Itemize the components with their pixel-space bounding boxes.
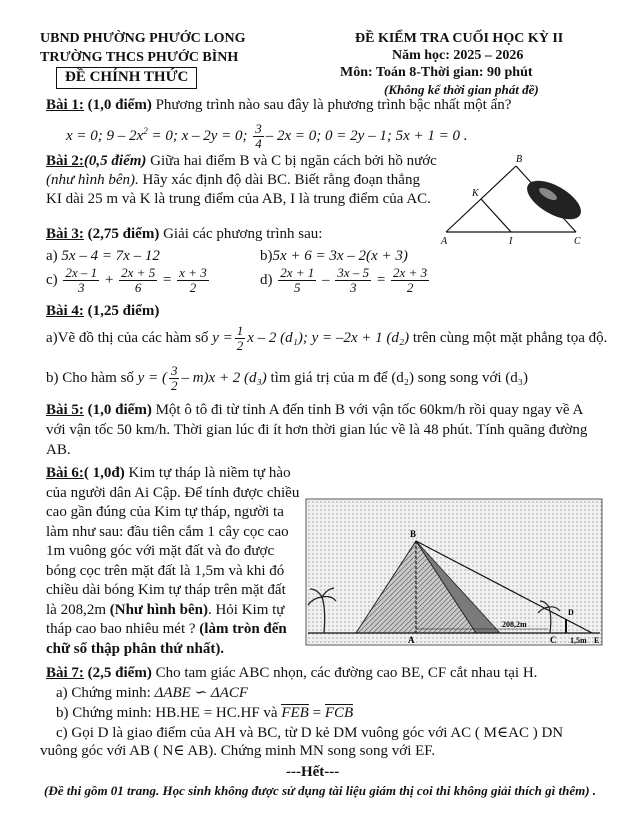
q7-part-b: b) Chứng minh: HB.HE = HC.HF và FEB = FCB [56,705,354,721]
q3-points: (2,75 điểm) [87,226,160,242]
q4-points: (1,25 điểm) [87,303,160,319]
footer-note: (Đề thi gồm 01 trang. Học sinh không được sử dụng tài liệu giám thị coi thi không giải thích gì thêm) . [44,783,597,798]
q3-part-a: a) 5x – 4 = 7x – 12 [46,248,160,264]
q3-part-d: d) $\frac{2x + 1}{5}$ – $\frac{3x - 5}{3}$ = $\frac{2x + 3}{2}$ [260,265,428,295]
q7-points: (2,5 điểm) [87,665,152,681]
question-4 [46,302,159,321]
q5-points: (1,0 điểm) [87,402,152,418]
segment-ki [481,199,511,232]
q6-text-bold-2: (làm tròn đến chữ số thập phân thứ nhất). [46,621,287,657]
q2-text-italic: (như hình bên). [46,172,139,188]
fig6-point-e: E [594,636,600,645]
q1-opt-c: x – 2y = 0; [181,128,248,144]
point-i-label: I [509,236,513,247]
q6-text-bold-1: (Như hình bên) [109,601,208,618]
q6-text-2: . Hỏi Kim tự tháp cao bao nhiêu mét ? [46,601,285,637]
subject-line: Môn: Toán 8-Thời gian: 90 phút [340,65,533,80]
q3-part-b: b)5x + 6 = 3x – 2(x + 3) [260,248,408,264]
point-a-label: A [441,236,448,247]
pyramid-figure [304,497,604,649]
school-name: TRƯỜNG THCS PHƯỚC BÌNH [40,50,239,65]
q7-part-c: c) Gọi D là giao điểm của AH và BC, từ D kẻ DM vuông góc với AC ( M∈AC ) DN vuông góc với AB ( N∈ AB). Chứng minh MN song song với EF. [40,725,564,759]
q1-opt-d-fraction: $\frac{3}{4}$ [255,121,262,152]
q2-points: (0,5 điểm) [83,153,147,169]
q1-label: Bài 1: [46,97,84,113]
q5-text: Một ô tô đi từ tỉnh A đến tỉnh B với vận tốc 60km/h rồi quay ngay về A với vận tốc 50 km/h. Thời gian lúc đi ít hơn thời gian lúc về là 48 phút. Tính quãng đường AB. [46,402,588,458]
question-7 [46,664,537,683]
q1-opt-a: x = 0; [66,128,103,144]
fig6-point-c: C [550,635,557,645]
question-2 [46,152,438,209]
question-6 [46,464,300,659]
q4-label: Bài 4: [46,303,84,319]
q1-points: (1,0 điểm) [87,97,152,113]
fig6-distance-1: 208,2m [502,620,527,629]
fig6-point-a: A [408,635,415,645]
q6-text-1: Kim tự tháp là niềm tự hào của người dân Ai Cập. Để tính được chiều cao gần đúng của Kim tự tháp, người ta làm như sau: đầu tiên cắm 1 cây cọc cao 1m vuông góc với mặt đất và đo được bóng cọc trên mặt đất là 1,5m và khi đó chiều dài bóng Kim tự tháp trên mặt đất là 208,2m [46,465,300,618]
q3-label: Bài 3: [46,226,84,242]
q7-label: Bài 7: [46,665,84,681]
q1-opt-b: $9 - 2x^2 = 0$; [106,126,178,144]
q6-points: ( 1,0đ) [83,465,125,481]
lake-triangle-figure [436,152,596,248]
fig6-point-b: B [410,529,417,539]
q3-text: Giải các phương trình sau: [163,226,323,242]
q2-text-2: Hãy xác định độ dài BC. Biết rằng đoạn thẳng KI dài 25 m và K là trung điểm của AB, I là trung điểm của AC. [46,172,431,207]
q1-options [66,122,467,151]
q4-part-a: a)Vẽ đồ thị của các hàm số y = $\frac{1}{2}$ x – 2 (d₁); y = –2x + 1 (d₂) trên cùng một mặt phẳng tọa độ. [46,323,608,353]
q4-part-b: b) Cho hàm số y = ( $\frac{3}{2}$ – m)x + 2 (d₃) tìm giá trị của m để (d₂) song song với (d₃) [46,363,529,393]
q1-opt-e: 0 = 2y – 1; [325,128,392,144]
school-district: UBND PHƯỜNG PHƯỚC LONG [40,31,246,46]
question-5 [46,400,602,460]
time-note: (Không kể thời gian phát đề) [384,82,539,97]
q6-label: Bài 6: [46,465,84,481]
q7-part-a: a) Chứng minh: ΔABE ∽ ΔACF [56,685,249,701]
q2-text-1: Giữa hai điểm B và C bị ngăn cách bởi hồ nước [150,153,437,169]
q5-label: Bài 5: [46,402,84,418]
point-b-label: B [516,154,523,165]
q1-opt-f: 5x + 1 = 0 . [395,128,468,144]
q1-text: Phương trình nào sau đây là phương trình bậc nhất một ẩn? [155,97,512,113]
official-badge: ĐỀ CHÍNH THỨC [56,67,197,89]
q7-text: Cho tam giác ABC nhọn, các đường cao BE, CF cắt nhau tại H. [155,665,538,681]
q1-opt-d: – 2x = 0; [265,128,322,144]
question-3 [46,225,322,244]
question-1 [46,96,511,115]
q2-label: Bài 2: [46,153,84,169]
exam-title: ĐỀ KIỂM TRA CUỐI HỌC KỲ II [355,31,564,46]
point-k-label: K [472,188,479,199]
end-marker: ---Hết--- [286,764,340,780]
q3-part-c: c) $\frac{2x - 1}{3}$ + $\frac{2x + 5}{6}$ = $\frac{x + 3}{2}$ [46,265,207,295]
fig6-distance-2: 1,5m [570,636,587,645]
fig6-point-d: D [568,608,574,617]
school-year: Năm học: 2025 – 2026 [392,48,524,63]
point-c-label: C [574,236,581,247]
